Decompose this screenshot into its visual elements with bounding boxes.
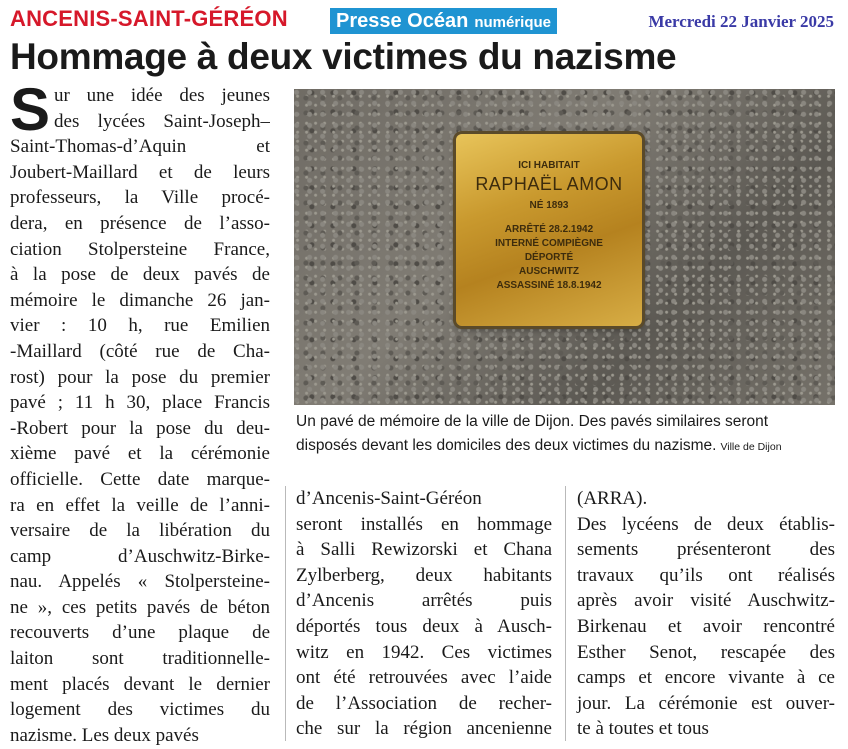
plaque-line: INTERNÉ COMPIÈGNE (495, 238, 603, 249)
plaque-line: DÉPORTÉ (524, 252, 574, 263)
memorial-plaque (456, 134, 642, 326)
publication-date: Mercredi 22 Janvier 2025 (648, 12, 834, 31)
text-line: laiton sont traditionnelle- (10, 648, 270, 670)
text-line: ne », ces petits pavés de béton (10, 596, 270, 618)
caption-line: Un pavé de mémoire de la ville de Dijon. Des pavés similaires seront (296, 413, 769, 430)
text-line: camps et encore vivante à ce (577, 667, 835, 689)
plaque-line: ASSASSINÉ 18.8.1942 (496, 280, 602, 291)
article-photo (294, 89, 835, 405)
text-line: camp d’Auschwitz-Birke- (10, 545, 270, 567)
text-line: rost) pour la pose du premier (10, 366, 270, 388)
plaque-line: NÉ 1893 (529, 200, 569, 211)
text-line: Des lycéens de deux établis- (577, 513, 835, 535)
text-line: te à toutes et tous (577, 718, 709, 740)
text-line: Joubert-Maillard et de leurs (10, 161, 270, 183)
text-line: -Robert pour la pose du deu- (10, 417, 270, 439)
column-divider (565, 486, 566, 741)
plaque-line: ARRÊTÉ 28.2.1942 (504, 224, 594, 235)
drop-cap: S (10, 76, 51, 143)
text-line: Esther Senot, rescapée des (577, 641, 835, 663)
text-line: Birkenau et avoir rencontré (577, 615, 835, 637)
text-line: Saint-Thomas-d’Aquin et (10, 136, 270, 158)
brand-suffix: numérique (474, 14, 552, 31)
caption-text: disposés devant les domiciles des deux victimes du nazisme. (296, 437, 717, 454)
text-line: ment placés devant le dernier (10, 673, 270, 695)
text-line: che sur la région ancenienne (296, 718, 552, 740)
caption-line (296, 434, 836, 459)
text-line: d’Ancenis-Saint-Géréon (296, 488, 482, 509)
text-line: à la pose de deux pavés de (10, 264, 270, 286)
text-line: nazisme. Les deux pavés (10, 724, 199, 746)
plaque-line: ICI HABITAIT (518, 160, 580, 171)
text-line: travaux qu’ils ont réalisés (577, 564, 835, 586)
text-line: Zylberberg, deux habitants (296, 564, 552, 586)
text-line: dera, en présence de l’asso- (10, 212, 270, 234)
text-line: jour. La cérémonie est ouver- (577, 692, 835, 714)
text-line: professeurs, la Ville procé- (10, 187, 270, 209)
photo-credit: Ville de Dijon (720, 441, 782, 453)
text-line: à Salli Rewizorski et Chana (296, 539, 552, 561)
text-line: -Maillard (côté rue de Cha- (10, 340, 270, 362)
photo-caption (296, 410, 836, 459)
text-line: ont été retrouvées avec l’aide (296, 667, 552, 689)
section-rubric: ANCENIS-SAINT-GÉRÉON (10, 6, 288, 31)
brand-name: Presse Océan (336, 10, 469, 32)
text-line: déportés tous deux à Ausch- (296, 615, 552, 637)
text-line: ur une idée des jeunes (54, 85, 270, 106)
text-line: recouverts d’une plaque de (10, 622, 270, 644)
text-line: seront installés en hommage (296, 513, 552, 535)
text-line: ciation Stolpersteine France, (10, 238, 270, 260)
text-line: witz en 1942. Ces victimes (296, 641, 552, 663)
plaque-line: AUSCHWITZ (519, 266, 579, 277)
column-divider (285, 486, 286, 741)
text-line: mémoire le dimanche 26 jan- (10, 289, 270, 311)
text-line: nau. Appelés « Stolpersteine- (10, 571, 270, 593)
article-column-3 (577, 486, 835, 742)
article-headline: Hommage à deux victimes du nazisme (10, 36, 677, 77)
article-column-1 (10, 76, 270, 748)
plaque-line: RAPHAËL AMON (475, 174, 623, 194)
text-line: vier : 10 h, rue Emilien (10, 315, 270, 337)
text-line: des lycées Saint-Joseph– (54, 110, 270, 132)
text-line: xième pavé et la cérémonie (10, 443, 270, 465)
text-line: après avoir visité Auschwitz- (577, 590, 835, 612)
text-line: de l’Association de recher- (296, 692, 552, 714)
text-line: officielle. Cette date marque- (10, 468, 270, 490)
text-line: (ARRA). (577, 488, 648, 509)
newspaper-logo (330, 8, 557, 34)
text-line: versaire de la libération du (10, 520, 270, 542)
text-line: pavé ; 11 h 30, place Francis (10, 392, 270, 414)
text-line: logement des victimes du (10, 699, 270, 721)
text-line: sements présenteront des (577, 539, 835, 561)
text-line: ra en effet la veille de l’anni- (10, 494, 270, 516)
article-column-2 (296, 486, 552, 742)
text-line: d’Ancenis arrêtés puis (296, 590, 552, 612)
